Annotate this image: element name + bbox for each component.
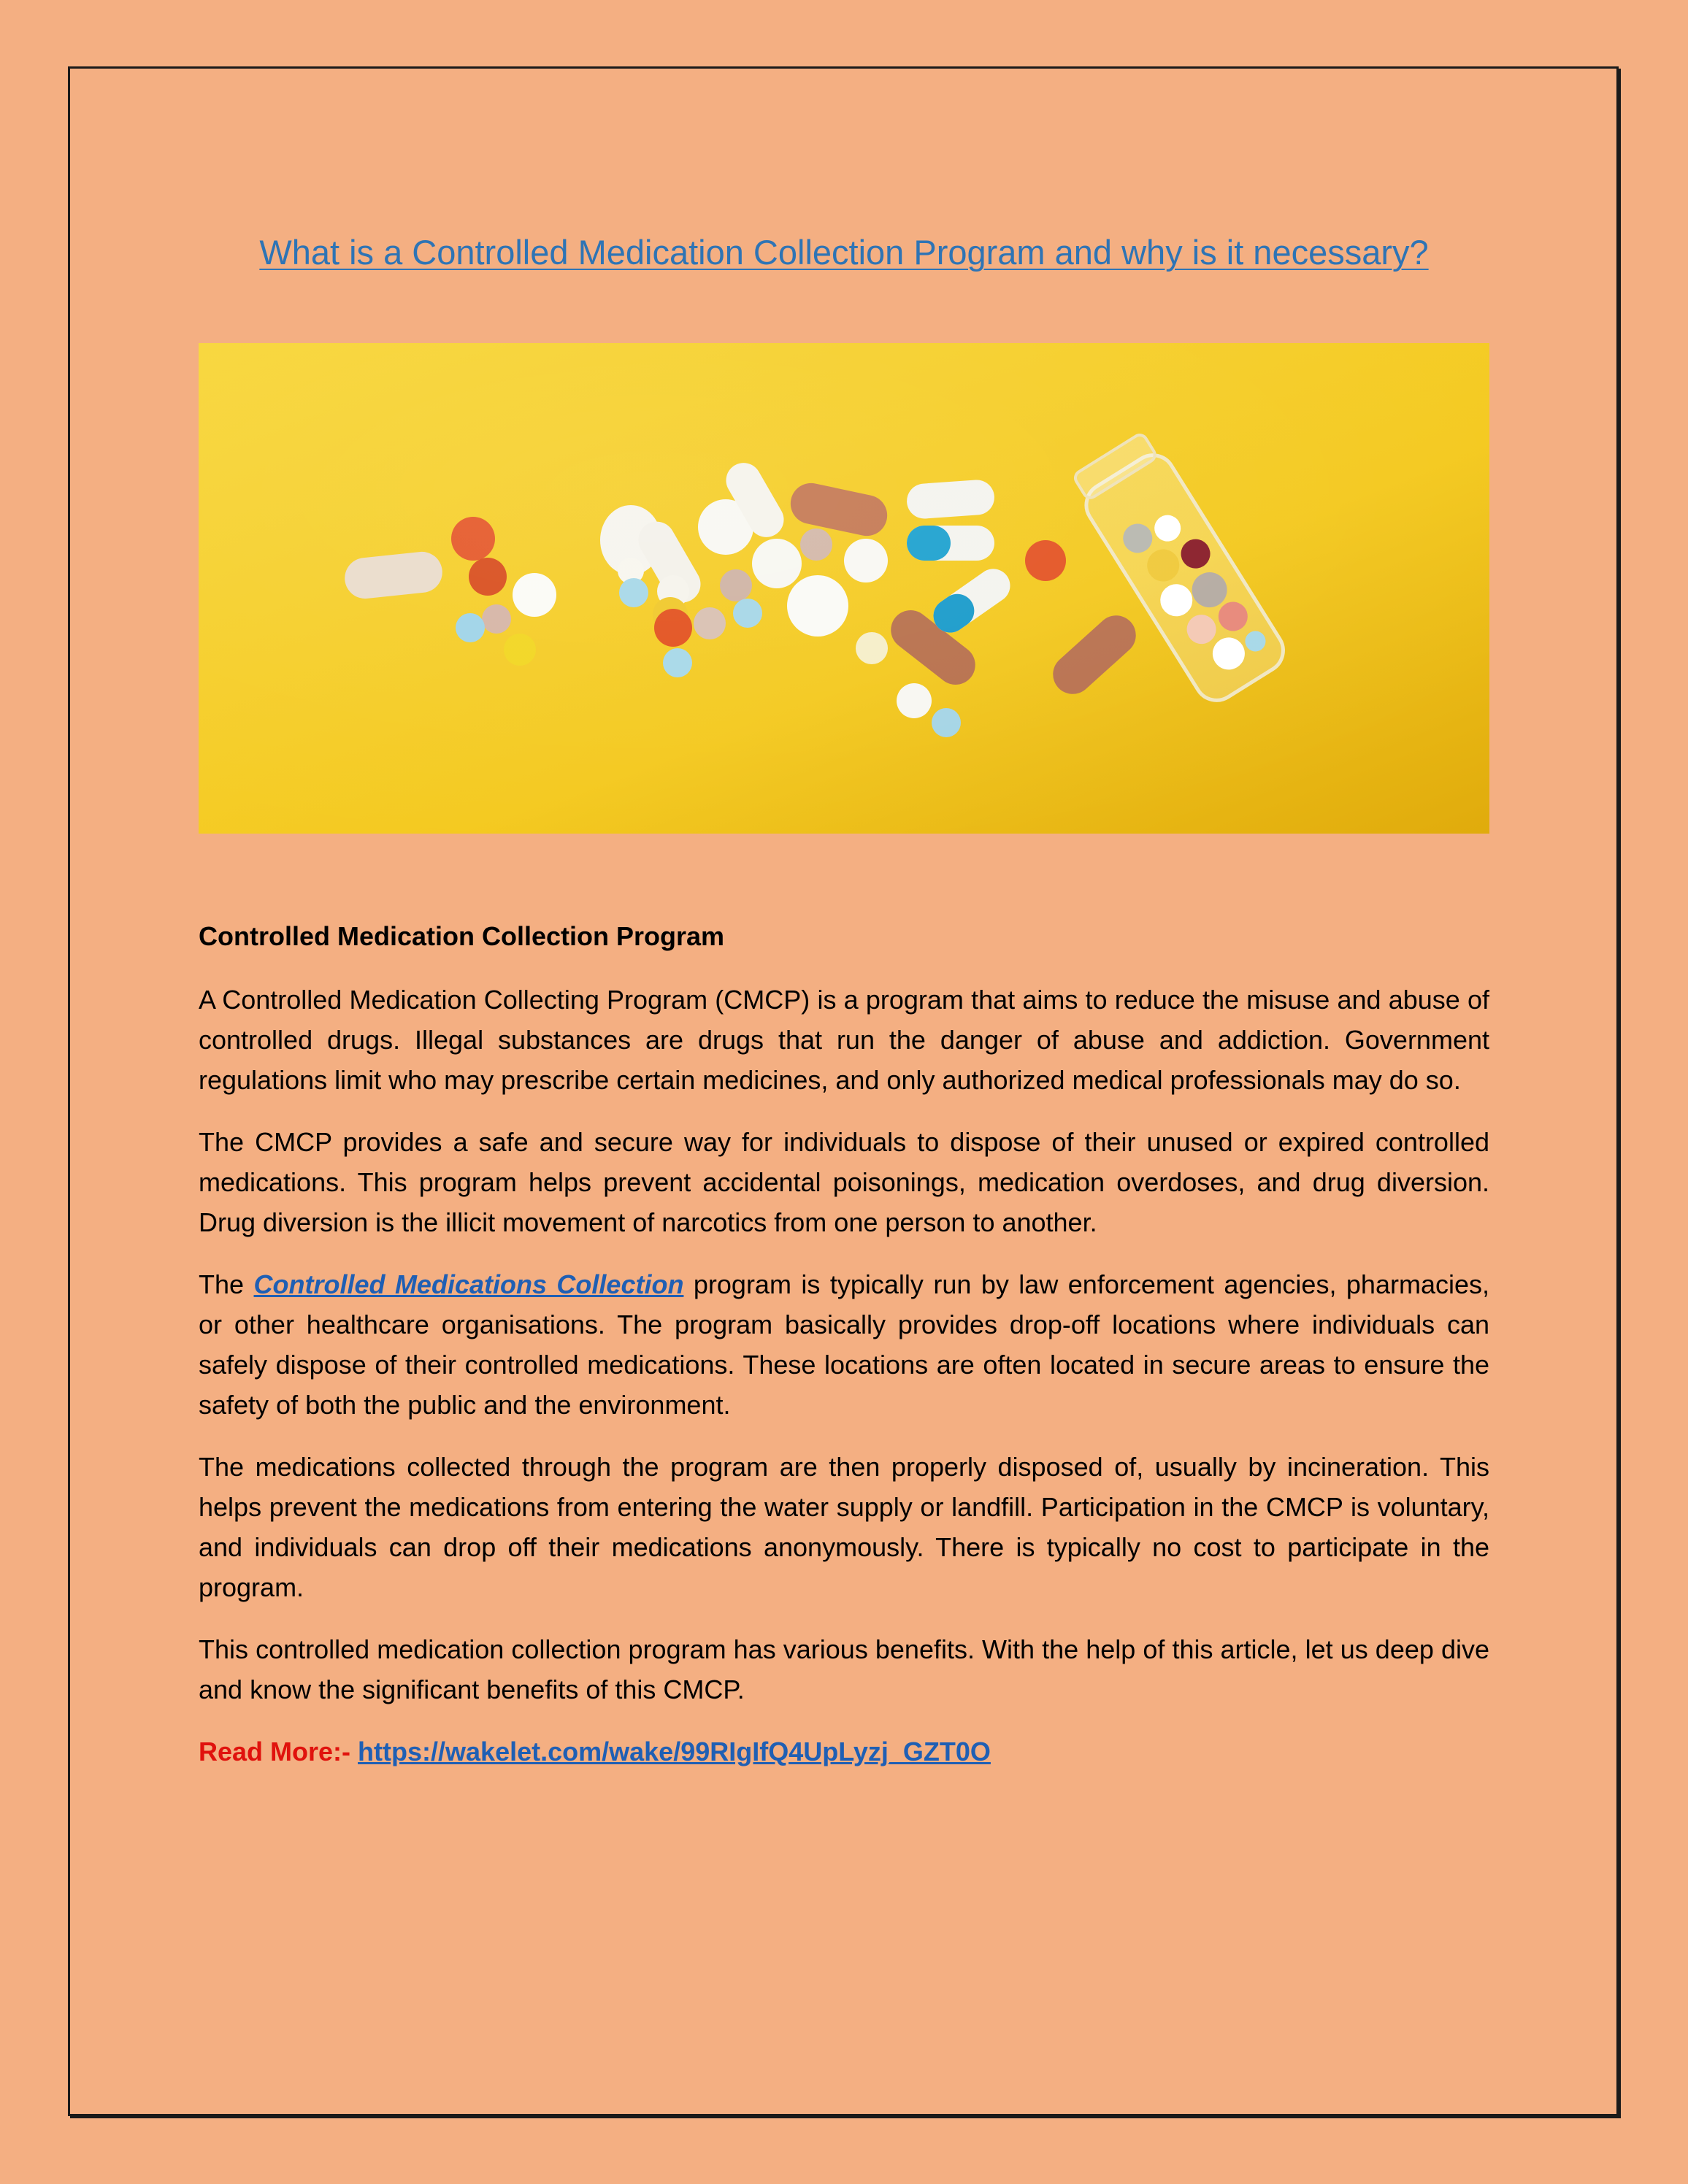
hero-image-pills [199, 343, 1489, 834]
read-more-line [199, 1731, 1489, 1772]
read-more-label: Read More:- [199, 1737, 351, 1766]
paragraph-text: program is typically run by law enforcement agencies, pharmacies, or other healthcare organisations. The program basically provides drop-off locations where individuals can safely dispose of their controlled medications. These locations are often located in secure areas to ensure the safety of both the public and the environment. [199, 1269, 1489, 1420]
paragraph: The CMCP provides a safe and secure way for individuals to dispose of their unused or expired controlled medications. This program helps prevent accidental poisonings, medication overdoses, and drug diversion. Drug diversion is the illicit movement of narcotics from one person to another. [199, 1127, 1489, 1237]
page-title-link[interactable]: What is a Controlled Medication Collection Program and why is it necessary? [259, 233, 1429, 272]
paragraph: The medications collected through the program are then properly disposed of, usually by incineration. This helps prevent the medications from entering the water supply or landfill. Participation in the CMCP is voluntary, and individuals can drop off their medications anonymously. There is typically no cost to participate in the program. [199, 1452, 1489, 1602]
read-more-link[interactable]: https://wakelet.com/wake/99RIgIfQ4UpLyzj_GZT0O [358, 1737, 991, 1766]
paragraph-text: The [199, 1269, 254, 1299]
paragraph [199, 1264, 1489, 1425]
section-heading: Controlled Medication Collection Program [199, 921, 725, 951]
pills-group [199, 343, 1489, 834]
paragraph: A Controlled Medication Collecting Program (CMCP) is a program that aims to reduce the misuse and abuse of controlled drugs. Illegal substances are drugs that run the danger of abuse and addiction. Government regulations limit who may prescribe certain medicines, and only authorized medical professionals may do so. [199, 985, 1489, 1095]
article-body [199, 980, 1489, 1772]
paragraph: This controlled medication collection program has various benefits. With the help of this article, let us deep dive and know the significant benefits of this CMCP. [199, 1634, 1489, 1704]
controlled-medications-collection-link[interactable]: Controlled Medications Collection [253, 1269, 684, 1299]
